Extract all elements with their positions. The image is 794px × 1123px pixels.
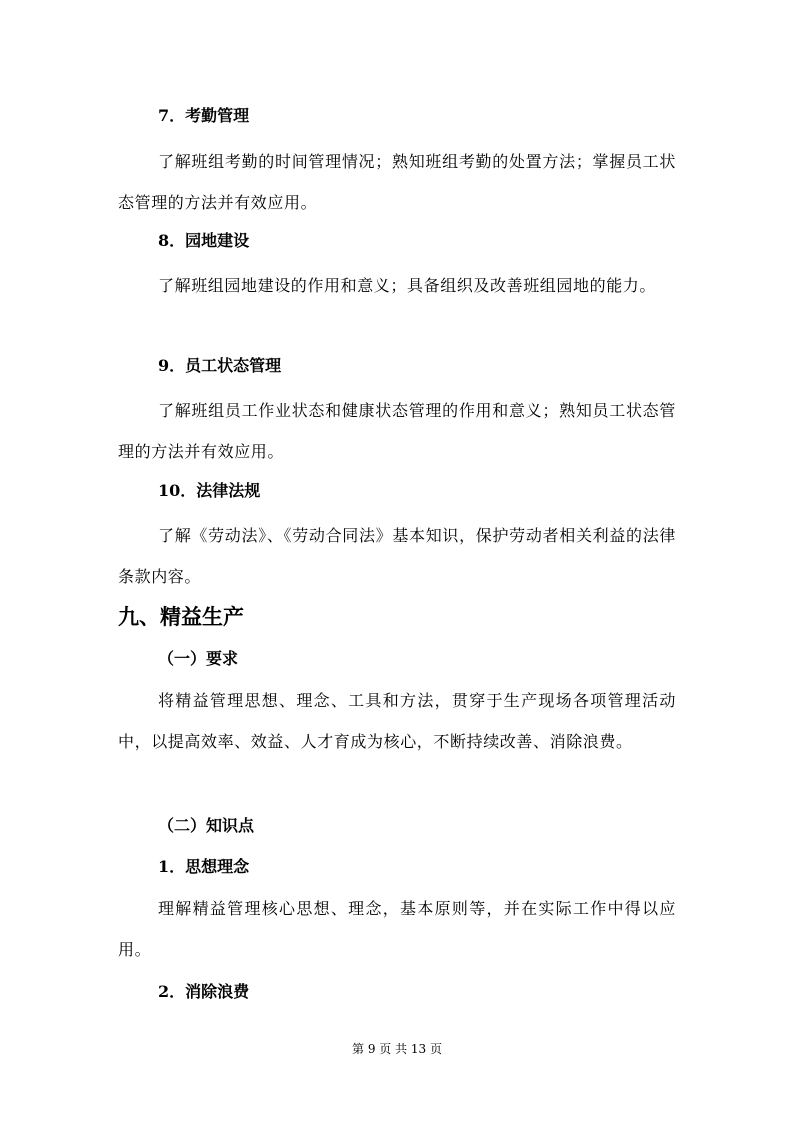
item-heading-philosophy: 1．思想理念	[158, 857, 250, 876]
chapter-title-lean-production: 九、精益生产	[118, 605, 244, 629]
section-text-attendance: 了解班组考勤的时间管理情况；熟知班组考勤的处置方法；掌握员工状态管理的方法并有效应用。	[118, 152, 676, 212]
section-text-garden: 了解班组园地建设的作用和意义；具备组织及改善班组园地的能力。	[158, 276, 657, 295]
item-text-philosophy: 理解精益管理核心思想、理念，基本原则等，并在实际工作中得以应用。	[118, 899, 676, 959]
requirements-text: 将精益管理思想、理念、工具和方法，贯穿于生产现场各项管理活动中，以提高效率、效益、人才育成为核心，不断持续改善、消除浪费。	[118, 691, 676, 751]
requirements-heading: （一）要求	[158, 649, 239, 668]
section-heading-staff-status: 9．员工状态管理	[158, 356, 282, 375]
knowledge-points-heading: （二）知识点	[158, 816, 255, 835]
section-heading-garden: 8．园地建设	[158, 231, 250, 250]
section-heading-law: 10．法律法规	[158, 481, 261, 500]
page-footer: 第 9 页 共 13 页	[352, 1042, 442, 1056]
item-heading-eliminate-waste: 2．消除浪费	[158, 982, 250, 1001]
section-text-law: 了解《劳动法》、《劳动合同法》基本知识，保护劳动者相关利益的法律条款内容。	[118, 526, 676, 586]
section-text-staff-status: 了解班组员工作业状态和健康状态管理的作用和意义；熟知员工状态管理的方法并有效应用。	[118, 401, 676, 461]
section-heading-attendance: 7．考勤管理	[158, 106, 250, 125]
